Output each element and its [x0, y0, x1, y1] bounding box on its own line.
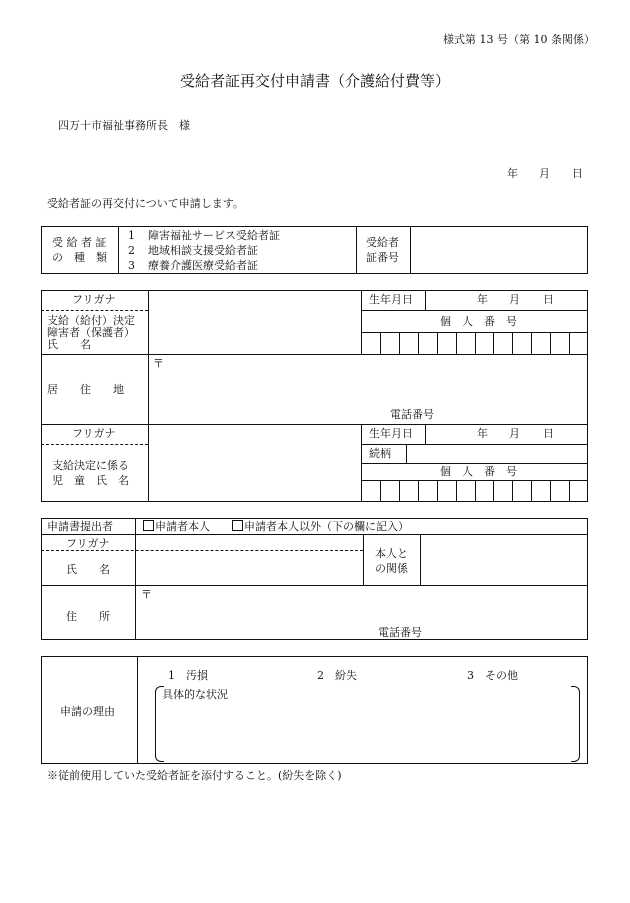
- reason-option-1[interactable]: [168, 669, 208, 682]
- page-title: 受給者証再交付申請書（介護給付費等）: [179, 72, 450, 90]
- detail-label: 具体的な状況: [162, 688, 228, 701]
- recipient-address-field[interactable]: [165, 357, 585, 407]
- recipient-birth-year: 年: [477, 293, 488, 306]
- submitter-furigana-label: フリガナ: [66, 537, 110, 550]
- reason-label: 申請の理由: [60, 705, 115, 718]
- reason-option-3-text: その他: [485, 669, 518, 682]
- reason-option-2-num: 2: [317, 669, 324, 682]
- submitter-other-checkbox[interactable]: [232, 520, 409, 533]
- child-relation-field[interactable]: [408, 446, 586, 462]
- checkbox-icon: [232, 520, 243, 531]
- digit-cell-divider: [569, 332, 570, 354]
- digit-cell-divider: [531, 332, 532, 354]
- digit-cell-divider: [380, 332, 381, 354]
- digit-cell-divider: [550, 332, 551, 354]
- reason-option-1-num: 1: [168, 669, 175, 682]
- date-day-label: 日: [572, 167, 583, 180]
- detail-field[interactable]: [165, 703, 567, 758]
- submitter-relation-label-1: 本人と: [375, 547, 408, 560]
- submitter-furigana-field[interactable]: [137, 536, 361, 549]
- cert-number-field[interactable]: [412, 228, 586, 272]
- recipient-personal-number-label: 個 人 番 号: [440, 315, 517, 328]
- digit-cell-divider: [456, 480, 457, 502]
- submitter-address-label: 住 所: [66, 610, 110, 623]
- recipient-name-label-1: 支給（給付）決定: [47, 314, 135, 327]
- child-personal-number-label: 個 人 番 号: [440, 465, 517, 478]
- recipient-postal-mark: 〒: [153, 357, 164, 370]
- date-month-label: 月: [539, 167, 550, 180]
- digit-cell-divider: [399, 480, 400, 502]
- recipient-birth-day: 日: [543, 293, 554, 306]
- child-relation-label: 続柄: [369, 447, 391, 460]
- cert-type-label-1: 受 給 者 証: [52, 236, 107, 249]
- submitter-name-label: 氏 名: [66, 563, 110, 576]
- recipient-name-label-2: 障害者（保護者）: [47, 326, 135, 339]
- cert-number-label-1: 受給者: [366, 236, 399, 249]
- child-name-label-1: 支給決定に係る: [52, 459, 129, 472]
- child-name-label-2: 児 童 氏 名: [52, 474, 129, 487]
- child-furigana-field[interactable]: [150, 426, 359, 443]
- submitter-self-label: 申請者本人: [155, 520, 210, 533]
- cert-option-1: 障害福祉サービス受給者証: [148, 229, 280, 242]
- child-birth-label: 生年月日: [369, 427, 413, 440]
- cert-option-3-num: 3: [128, 259, 135, 272]
- submitter-label: 申請書提出者: [47, 520, 113, 533]
- digit-cell-divider: [512, 480, 513, 502]
- cert-option-1-num: 1: [128, 229, 135, 242]
- submitter-postal-mark: 〒: [141, 588, 152, 601]
- submitter-other-label: 申請者本人以外（下の欄に記入）: [244, 520, 409, 533]
- reason-option-2-text: 紛失: [335, 669, 357, 682]
- child-name-field[interactable]: [150, 446, 359, 500]
- cert-type-label-2: の 種 類: [52, 251, 107, 264]
- recipient-phone-label: 電話番号: [390, 408, 434, 421]
- recipient-birth-label: 生年月日: [369, 293, 413, 306]
- digit-cell-divider: [569, 480, 570, 502]
- addressee: 四万十市福祉事務所長 様: [58, 119, 190, 132]
- reason-option-2[interactable]: [317, 669, 357, 682]
- recipient-furigana-label: フリガナ: [72, 293, 116, 306]
- digit-cell-divider: [456, 332, 457, 354]
- digit-cell-divider: [475, 332, 476, 354]
- digit-cell-divider: [550, 480, 551, 502]
- submitter-self-checkbox[interactable]: [143, 520, 210, 533]
- detail-bracket-right: [571, 686, 580, 762]
- submitter-relation-label-2: の関係: [375, 562, 408, 575]
- recipient-address-label: 居 住 地: [47, 383, 124, 396]
- child-birth-day: 日: [543, 427, 554, 440]
- recipient-furigana-field[interactable]: [150, 292, 359, 309]
- submitter-name-field[interactable]: [137, 552, 361, 583]
- intro-text: 受給者証の再交付について申請します。: [47, 197, 244, 210]
- child-birth-month: 月: [509, 427, 520, 440]
- digit-cell-divider: [493, 480, 494, 502]
- submitter-phone-label: 電話番号: [378, 626, 422, 639]
- reason-option-3-num: 3: [467, 669, 474, 682]
- cert-option-2-num: 2: [128, 244, 135, 257]
- recipient-name-field[interactable]: [150, 312, 359, 352]
- digit-cell-divider: [531, 480, 532, 502]
- footnote: ※従前使用していた受給者証を添付すること。(紛失を除く): [47, 769, 342, 782]
- submitter-relation-field[interactable]: [422, 536, 586, 583]
- cert-number-label-2: 証番号: [366, 251, 399, 264]
- recipient-name-label-3: 氏 名: [47, 338, 91, 351]
- cert-option-2: 地域相談支援受給者証: [148, 244, 258, 257]
- digit-cell-divider: [437, 332, 438, 354]
- digit-cell-divider: [475, 480, 476, 502]
- reason-option-1-text: 汚損: [186, 669, 208, 682]
- digit-cell-divider: [418, 332, 419, 354]
- child-furigana-label: フリガナ: [72, 427, 116, 440]
- reason-option-3[interactable]: [467, 669, 518, 682]
- digit-cell-divider: [493, 332, 494, 354]
- checkbox-icon: [143, 520, 154, 531]
- digit-cell-divider: [418, 480, 419, 502]
- digit-cell-divider: [399, 332, 400, 354]
- digit-cell-divider: [380, 480, 381, 502]
- digit-cell-divider: [437, 480, 438, 502]
- cert-option-3: 療養介護医療受給者証: [148, 259, 258, 272]
- digit-cell-divider: [512, 332, 513, 354]
- submitter-address-field[interactable]: [153, 588, 583, 622]
- form-number: 様式第 13 号（第 10 条関係）: [443, 33, 595, 46]
- child-birth-year: 年: [477, 427, 488, 440]
- date-year-label: 年: [507, 167, 518, 180]
- recipient-birth-month: 月: [509, 293, 520, 306]
